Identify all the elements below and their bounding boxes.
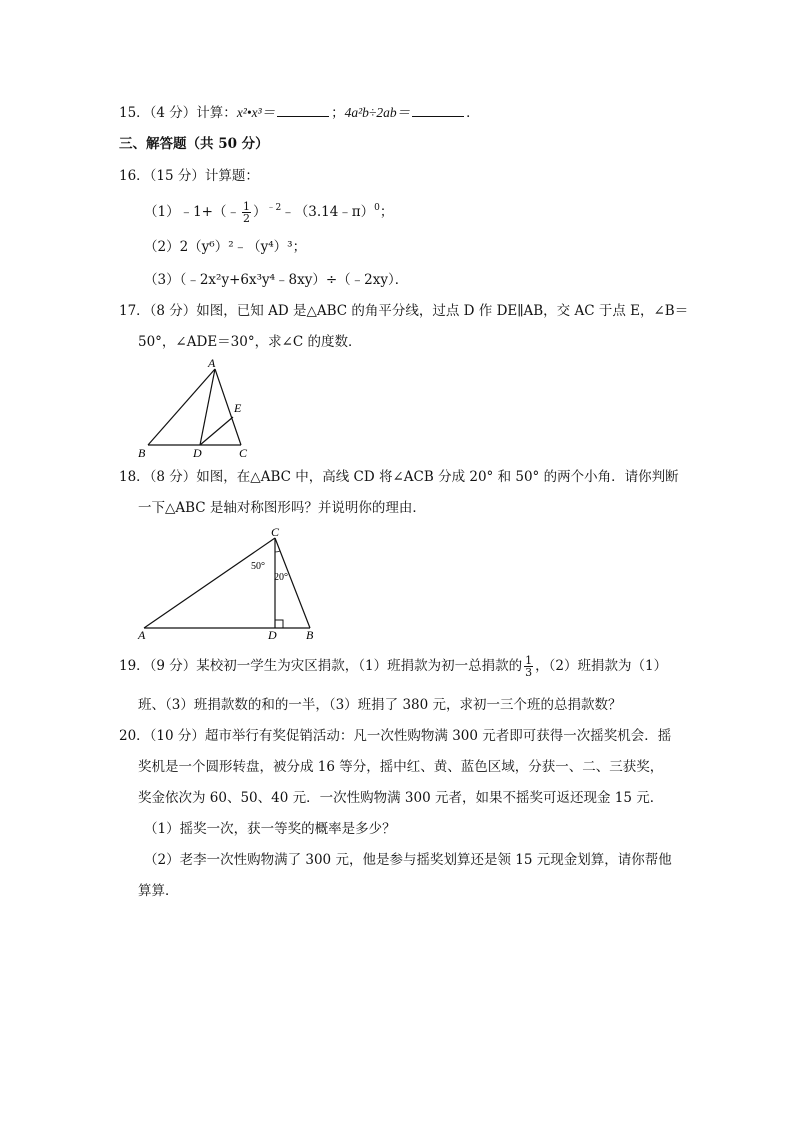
q16-part3: （3）（﹣2x²y+6x³y⁴﹣8xy）÷（﹣2xy）． (144, 272, 409, 288)
q17-label-a: A (208, 356, 216, 370)
q19-line1 (119, 654, 667, 678)
q17-label-c: C (239, 446, 248, 460)
q20-line1: 20．（10 分）超市举行有奖促销活动：凡一次性购物满 300 元者即可获得一次摇奖机会．摇 (119, 728, 672, 744)
q16-p1-b: ） (253, 204, 267, 220)
q15-expr1: x²•x³＝ (236, 105, 276, 120)
q18-label-b: B (306, 628, 314, 642)
q17-line2: 50°，∠ADE＝30°，求∠C 的度数． (138, 334, 362, 350)
q17-label-d: D (193, 446, 202, 460)
q19-line1b: ，（2）班捐款为（1） (535, 658, 668, 674)
q19-fraction (524, 655, 533, 678)
q20-sub2b: 算算． (138, 883, 179, 899)
q17-label-b: B (138, 446, 146, 460)
q17-triangle-figure (130, 355, 260, 460)
q19-frac-num: 1 (525, 654, 533, 667)
section-heading: 三、解答题（共 50 分） (119, 136, 269, 152)
q20-line2: 奖机是一个圆形转盘，被分成 16 等分，摇中红、黄、蓝色区域，分获一、二、三获奖， (138, 759, 664, 775)
q18-label-d: D (268, 628, 277, 642)
q16-p1-a: （1）﹣1+（﹣ (144, 204, 240, 220)
q16-frac-num: 1 (243, 200, 250, 213)
q20-sub1: （1）摇奖一次，获一等奖的概率是多少？ (144, 821, 396, 837)
q16-part1 (144, 200, 393, 224)
q16-p1-exp1: ﹣2 (266, 203, 282, 213)
q16-fraction (242, 201, 251, 224)
q16-p1-c: ﹣（3.14﹣π） (281, 204, 375, 220)
q18-angle-50: 50° (251, 561, 265, 572)
q18-right-angle-mark (275, 620, 283, 628)
q19-line2: 班、（3）班捐款数的和的一半，（3）班捐了 380 元，求初一三个班的总捐款数？ (138, 697, 622, 713)
question-15 (119, 104, 480, 122)
q18-segment-cb (275, 538, 310, 628)
q17-segment-ab (148, 369, 215, 445)
q18-segment-ac (144, 538, 275, 628)
q17-line1: 17．（8 分）如图，已知 AD 是△ABC 的角平分线，过点 D 作 DE∥AB，交 AC 于点 E，∠B＝ (119, 303, 689, 319)
q18-angle-20: 20° (274, 572, 288, 583)
q15-lead: 15．（4 分）计算： (119, 105, 237, 121)
q16-frac-den: 2 (243, 212, 250, 225)
q18-line1: 18．（8 分）如图，在△ABC 中，高线 CD 将∠ACB 分成 20° 和 50° 的两个小角．请你判断 (119, 469, 679, 485)
q15-end: ． (466, 105, 480, 121)
q17-label-e: E (234, 401, 242, 415)
q16-p1-d: ； (379, 204, 394, 220)
q15-sep: ； (331, 105, 345, 121)
q20-sub2: （2）老李一次性购物满了 300 元，他是参与摇奖划算还是领 15 元现金划算，请你帮他 (144, 852, 672, 868)
q15-blank-2[interactable] (412, 104, 464, 117)
q16-p1-exp2: 0 (374, 203, 380, 213)
q15-blank-1[interactable] (277, 104, 329, 117)
q18-label-a: A (138, 628, 146, 642)
q19-frac-den: 3 (525, 666, 533, 679)
q18-triangle-figure (134, 522, 324, 644)
q20-line3: 奖金依次为 60、50、40 元．一次性购物满 300 元者，如果不摇奖可返还现金 15 元． (138, 790, 664, 806)
q15-expr2: 4a²b÷2ab＝ (344, 105, 411, 120)
q16-part2: （2）2（y⁶）²﹣（y⁴）³； (144, 239, 307, 255)
q18-line2: 一下△ABC 是轴对称图形吗？并说明你的理由． (138, 500, 426, 516)
q16-title: 16．（15 分）计算题： (119, 168, 259, 184)
q19-line1a: 19．（9 分）某校初一学生为灾区捐款，（1）班捐款为初一总捐款的 (119, 658, 523, 674)
q18-label-c: C (271, 525, 280, 539)
q18-angle-arc (275, 551, 280, 552)
